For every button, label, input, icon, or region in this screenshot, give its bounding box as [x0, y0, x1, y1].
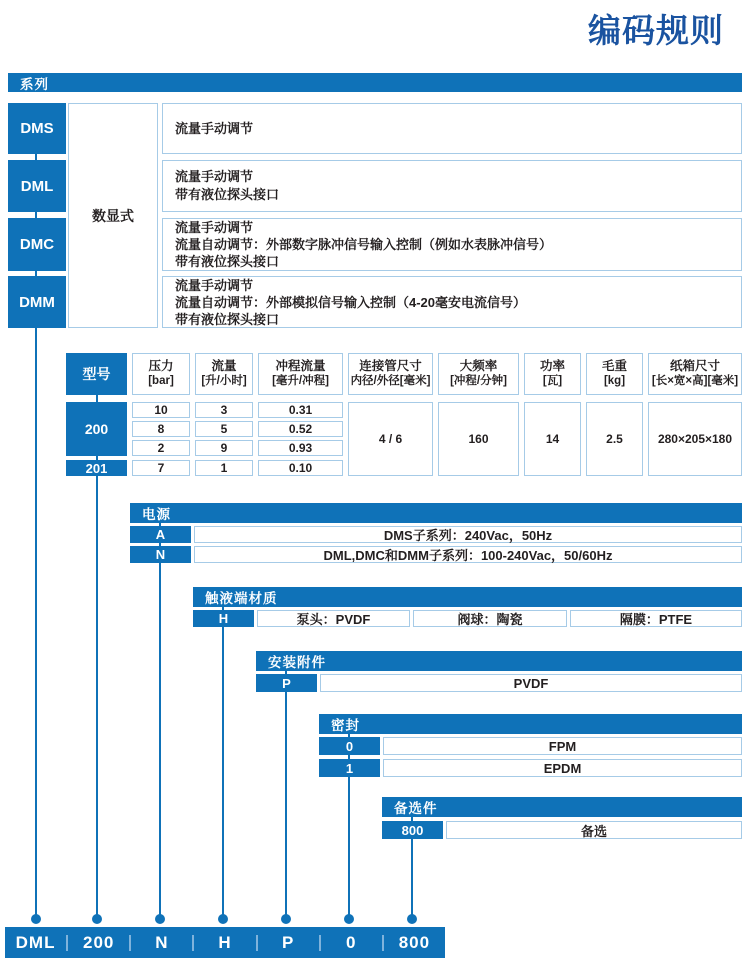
- connector-line: [159, 563, 161, 915]
- desc-line: 流量手动调节: [175, 120, 254, 136]
- shared-cell-power: 14: [524, 402, 581, 476]
- connector-line: [159, 543, 161, 546]
- col-header-pipe: [348, 353, 433, 395]
- desc-line: 带有液位探头接口: [175, 311, 280, 327]
- section-header-options: 备选件: [382, 797, 742, 817]
- col-sub: [毫升/冲程]: [272, 375, 329, 387]
- table-cell: 3: [195, 402, 253, 418]
- desc-line: 流量自动调节：外部数字脉冲信号输入控制（例如水表脉冲信号）: [175, 237, 553, 252]
- option-value-diaphragm: 隔膜：PTFE: [570, 610, 742, 627]
- desc-line: 流量手动调节: [175, 277, 254, 293]
- col-header-weight: [586, 353, 643, 395]
- connector-line: [348, 777, 350, 915]
- col-sub: 内径/外径[毫米]: [350, 375, 431, 387]
- table-cell: 1: [195, 460, 253, 476]
- option-value: DMS子系列：240Vac，50Hz: [194, 526, 742, 543]
- option-value: 备选: [446, 821, 742, 839]
- section-header-wetted-material: 触液端材质: [193, 587, 742, 607]
- connector-dot: [218, 914, 228, 924]
- desc-line: 带有液位探头接口: [175, 254, 280, 269]
- option-value-valve-ball: 阀球：陶瓷: [413, 610, 567, 627]
- series-desc-dms: [162, 103, 742, 154]
- connector-line: [35, 271, 37, 276]
- connector-line: [96, 456, 98, 460]
- model-table-header-label: 型号: [66, 353, 127, 395]
- desc-line: 流量自动调节：外部模拟信号输入控制（4-20毫安电流信号）: [175, 294, 527, 310]
- col-sub: [长×宽×高][毫米]: [651, 375, 739, 387]
- connector-line: [348, 755, 350, 759]
- model-code-201: 201: [66, 460, 127, 476]
- table-cell: 5: [195, 421, 253, 437]
- connector-line: [411, 839, 413, 915]
- col-header-carton: [648, 353, 742, 395]
- table-cell: 2: [132, 440, 190, 456]
- option-value-pump-head: 泵头：PVDF: [257, 610, 410, 627]
- code-segment: DML: [15, 932, 56, 952]
- code-segment: 200: [83, 932, 115, 952]
- connector-line: [285, 671, 287, 674]
- shared-cell-pipe: 4 / 6: [348, 402, 433, 476]
- connector-dot: [155, 914, 165, 924]
- series-section-header: 系列: [8, 73, 742, 92]
- col-sub: [瓦]: [542, 375, 563, 387]
- connector-line: [159, 523, 161, 526]
- col-title: 流量: [211, 359, 237, 373]
- option-code-1: 1: [319, 759, 380, 777]
- col-header-power: [524, 353, 581, 395]
- option-code-h: H: [193, 610, 254, 627]
- option-code-0: 0: [319, 737, 380, 755]
- col-title: 功率: [539, 359, 565, 373]
- table-cell: 0.93: [258, 440, 343, 456]
- table-cell: 0.31: [258, 402, 343, 418]
- connector-line: [348, 734, 350, 737]
- option-code-n: N: [130, 546, 191, 563]
- connector-line: [285, 692, 287, 915]
- code-segment: H: [218, 932, 232, 952]
- page-title: 编码规则: [588, 12, 724, 49]
- option-value: EPDM: [383, 759, 742, 777]
- connector-dot: [407, 914, 417, 924]
- connector-line: [96, 395, 98, 402]
- col-title: 连接管尺寸: [359, 359, 422, 373]
- series-desc-dml: [162, 160, 742, 212]
- model-code-bar: [5, 927, 445, 958]
- option-code-p: P: [256, 674, 317, 692]
- connector-line: [96, 476, 98, 915]
- col-title: 冲程流量: [275, 359, 326, 373]
- option-value: PVDF: [320, 674, 742, 692]
- col-header-pressure: [132, 353, 190, 395]
- option-value: DML,DMC和DMM子系列：100-240Vac，50/60Hz: [194, 546, 742, 563]
- col-sub: [冲程/分钟]: [450, 375, 507, 387]
- table-cell: 9: [195, 440, 253, 456]
- connector-line: [35, 212, 37, 218]
- col-header-stroke: [258, 353, 343, 395]
- code-segment: 800: [398, 932, 431, 952]
- code-segment: 0: [346, 932, 357, 952]
- connector-line: [35, 154, 37, 160]
- shared-cell-frequency: 160: [438, 402, 519, 476]
- model-code-200: 200: [66, 402, 127, 456]
- col-title: 大频率: [459, 359, 498, 373]
- connector-dot: [281, 914, 291, 924]
- option-code-a: A: [130, 526, 191, 543]
- table-cell: 10: [132, 402, 190, 418]
- col-header-frequency: [438, 353, 519, 395]
- col-sub: [kg]: [603, 375, 626, 387]
- option-code-800: 800: [382, 821, 443, 839]
- option-value: FPM: [383, 737, 742, 755]
- connector-dot: [31, 914, 41, 924]
- col-sub: [bar]: [148, 375, 174, 387]
- connector-line: [35, 328, 37, 915]
- code-segment: N: [155, 932, 169, 952]
- connector-line: [222, 627, 224, 915]
- series-code-dms: DMS: [8, 103, 66, 154]
- shared-cell-carton: 280×205×180: [648, 402, 742, 476]
- section-header-seal: 密封: [319, 714, 742, 734]
- section-header-power-supply: 电源: [130, 503, 742, 523]
- table-cell: 0.10: [258, 460, 343, 476]
- table-cell: 8: [132, 421, 190, 437]
- col-header-flow: [195, 353, 253, 395]
- series-code-dml: DML: [8, 160, 66, 212]
- table-cell: 0.52: [258, 421, 343, 437]
- series-group-label: 数显式: [68, 103, 158, 328]
- connector-dot: [92, 914, 102, 924]
- series-code-dmm: DMM: [8, 276, 66, 328]
- desc-line: 带有液位探头接口: [175, 187, 280, 202]
- col-title: 压力: [148, 359, 174, 373]
- table-cell: 7: [132, 460, 190, 476]
- shared-cell-weight: 2.5: [586, 402, 643, 476]
- series-desc-dmc: [162, 218, 742, 271]
- connector-line: [222, 607, 224, 610]
- desc-line: 流量手动调节: [175, 169, 254, 184]
- col-title: 毛重: [601, 359, 627, 373]
- series-code-dmc: DMC: [8, 218, 66, 271]
- desc-line: 流量手动调节: [175, 220, 254, 235]
- connector-dot: [344, 914, 354, 924]
- col-sub: [升/小时]: [201, 375, 247, 387]
- series-desc-dmm: [162, 276, 742, 328]
- section-header-mounting: 安装附件: [256, 651, 742, 671]
- code-segment: P: [281, 932, 295, 952]
- connector-line: [411, 817, 413, 821]
- col-title: 纸箱尺寸: [669, 359, 720, 373]
